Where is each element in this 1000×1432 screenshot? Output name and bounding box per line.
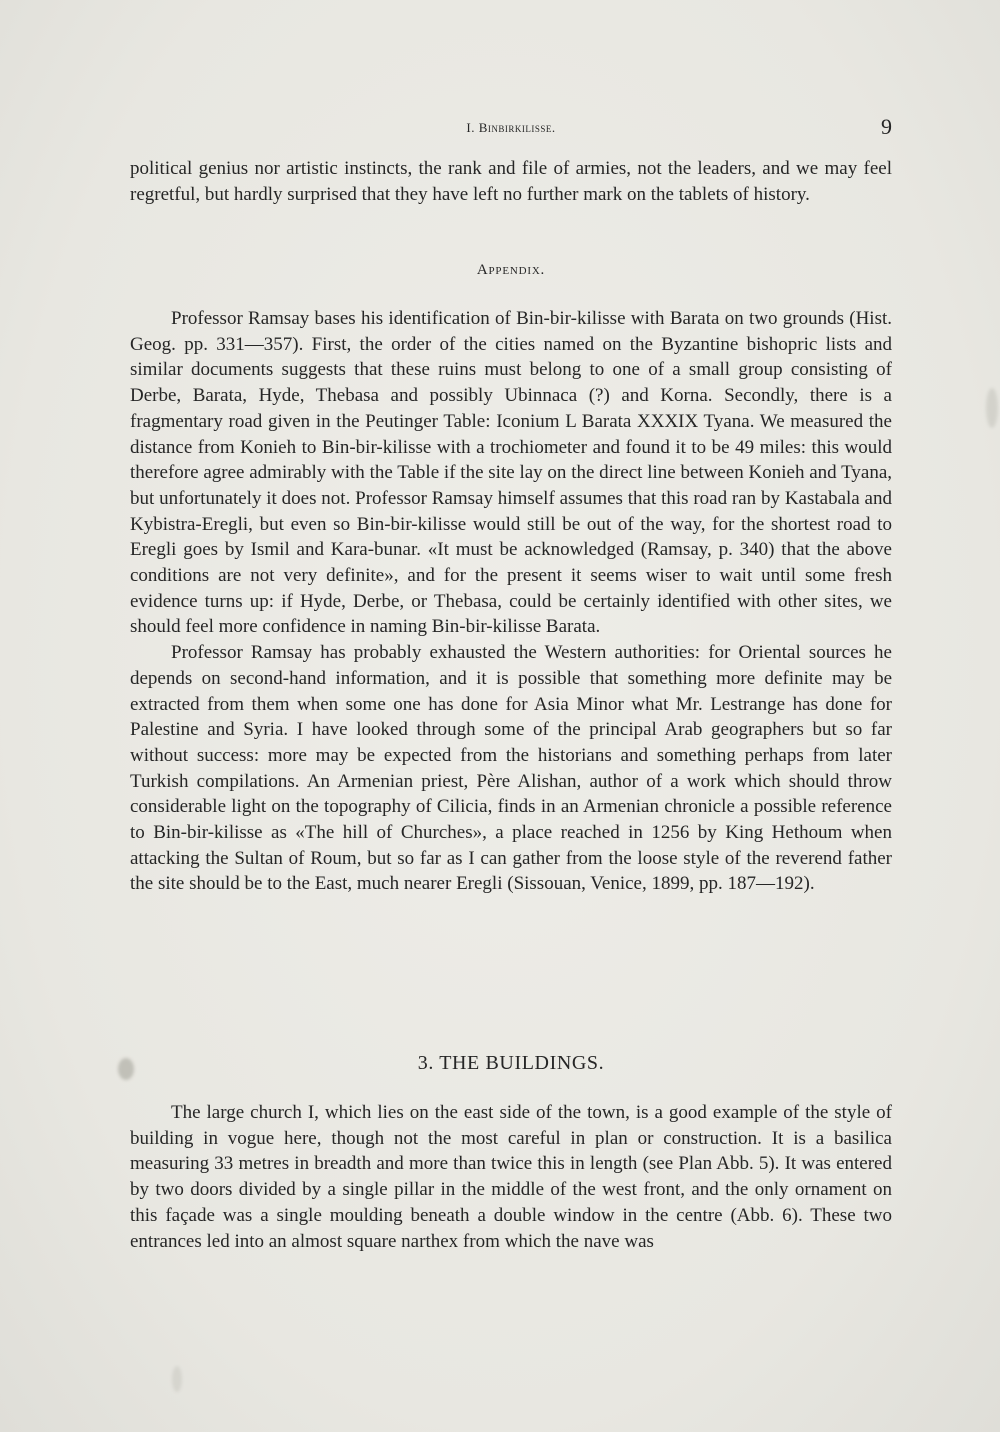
section-paragraph: The large church I, which lies on the east side of the town, is a good example of the style of building in vogue here, though not the most careful in plan or construction. It is a basilica measuring 33 metres in breadth and more than twice this in length (see Plan Abb. 5). It was entered by two doors divided by a single pillar in the middle of the west front, and the only ornament on this façade was a single moulding beneath a double window in the centre (Abb. 6). These two entrances led into an almost square narthex from which the nave was bbox=[130, 1102, 892, 1252]
appendix-body bbox=[130, 306, 892, 897]
appendix-paragraph: Professor Ramsay bases his identification of Bin-bir-kilisse with Barata on two grounds (Hist. Geog. pp. 331—357). First, the order of the cities named on the Byzantine bishopric lists and similar documents suggests that these ruins must belong to one of a small group consisting of Derbe, Barata, Hyde, Thebasa and possibly Ubinnaca (?) and Korna. Secondly, there is a fragmentary road given in the Peutinger Table: Iconium L Barata XXXIX Tyana. We measured the distance from Konieh to Bin-bir-kilisse with a trochiometer and found it to be 49 miles: this would therefore agree admirably with the Table if the site lay on the direct line between Konieh and Tyana, but unfortunately it does not. Professor Ramsay himself assumes that this road ran by Kastabala and Kybistra-Eregli, but even so Bin-bir-kilisse would still be out of the way, for the shortest road to Eregli goes by Ismil and Kara-bunar. «It must be acknowledged (Ramsay, p. 340) that the above conditions are not very definite», and for the present it seems wiser to wait until some fresh evidence turns up: if Hyde, Derbe, or Thebasa, could be certainly identified with other sites, we should feel more confidence in naming Bin-bir-kilisse Barata. bbox=[130, 308, 892, 638]
intro-paragraph-block bbox=[130, 156, 892, 207]
running-head bbox=[130, 114, 892, 140]
ink-smudge bbox=[172, 1366, 182, 1392]
section-heading: 3. THE BUILDINGS. bbox=[417, 1052, 605, 1074]
ink-smudge bbox=[986, 388, 998, 428]
running-title: I. Binbirkilisse. bbox=[466, 120, 556, 135]
appendix-paragraph: Professor Ramsay has probably exhausted the Western authorities: for Oriental sources he depends on second-hand information, and it is possible that something more definite may be extracted from them when some one has done for Asia Minor what Mr. Lestrange has done for Palestine and Syria. I have looked through some of the principal Arab geographers but so far without success: more may be expected from the historians and something perhaps from later Turkish compilations. An Armenian priest, Père Alishan, author of a work which should throw considerable light on the topography of Cilicia, finds in an Armenian chronicle a possible reference to Bin-bir-kilisse as «The hill of Churches», a place reached in 1256 by King Hethoum when attacking the Sultan of Roum, but so far as I can gather from the loose style of the reverend father the site should be to the East, much nearer Eregli (Sissouan, Venice, 1899, pp. 187—192). bbox=[130, 642, 892, 895]
intro-paragraph: political genius nor artistic instincts, the rank and file of armies, not the leaders, and we may feel regretful, but hardly surprised that they have left no further mark on the tablets of history. bbox=[130, 158, 892, 205]
ink-smudge bbox=[118, 1058, 134, 1080]
section-body bbox=[130, 1100, 892, 1254]
appendix-heading: Appendix. bbox=[476, 262, 546, 278]
page-number: 9 bbox=[881, 114, 892, 139]
